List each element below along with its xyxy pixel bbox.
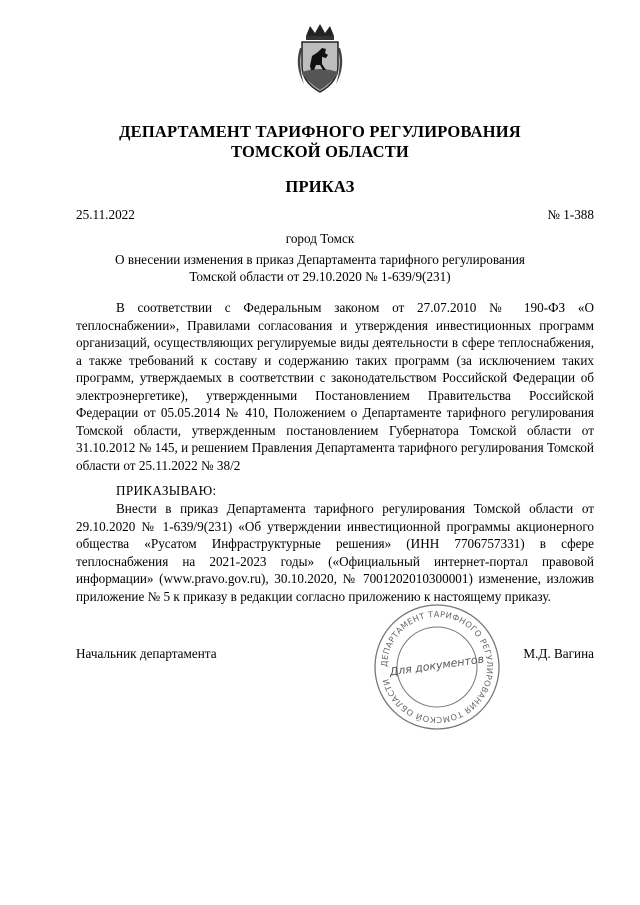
order-word: ПРИКАЗЫВАЮ: [116,483,217,498]
subject-line2: Томской области от 29.10.2020 № 1-639/9(231) [189,269,451,284]
org-name-line2: ТОМСКОЙ ОБЛАСТИ [231,142,409,161]
stamp-center-text: Для документов [388,652,485,679]
order-item-paragraph: Внести в приказ Департамента тарифного регулирования Томской области от 29.10.2020 № 1-639/9(231) «Об утверждении инвестиционной программы акционерного общества «Русатом Инфраструктурные решения» (ИНН 7706757331) в сфере теплоснабжения на 2021-2023 годы» («Официальный интернет-портал правовой информации» (www.pravo.gov.ru), 30.10.2020, № 7001202010300001) изменение, изложив приложение № 5 к приказу в редакции согласно приложению к настоящему приказу. [76,501,594,604]
coat-of-arms-emblem [292,22,348,98]
preamble-paragraph: В соответствии с Федеральным законом от 27.07.2010 № 190-ФЗ «О теплоснабжении», Правилами согласования и утверждения инвестиционных программ организаций, осуществляющих регулируемые виды деятельности в сфере теплоснабжения, а также требований к составу и содержанию таких программ (за исключением таких программ, утверждаемых в соответствии с законодательством Российской Федерации об электроэнергетике), утвержденными Постановлением Правительства Российской Федерации от 05.05.2014 № 410, Положением о Департаменте тарифного регулирования Томской области, утвержденным постановлением Губернатора Томской области от 31.10.2012 № 145, и решением Правления Департамента тарифного регулирования Томской области от 25.11.2022 № 38/2 [76,300,594,473]
signatory-name: М.Д. Вагина [523,646,594,661]
document-date: 25.11.2022 [76,207,135,222]
document-subject [100,251,540,285]
document-number: № 1-388 [547,207,594,222]
org-name-line1: ДЕПАРТАМЕНТ ТАРИФНОГО РЕГУЛИРОВАНИЯ [119,122,521,141]
official-stamp [372,602,502,732]
subject-line1: О внесении изменения в приказ Департамента тарифного регулирования [115,252,525,267]
document-type: ПРИКАЗ [285,177,355,196]
stamp-ring-text: ДЕПАРТАМЕНТ ТАРИФНОГО РЕГУЛИРОВАНИЯ ТОМСКОЙ ОБЛАСТИ [378,608,496,726]
document-city: город Томск [285,231,355,246]
signatory-position: Начальник департамента [76,646,217,661]
